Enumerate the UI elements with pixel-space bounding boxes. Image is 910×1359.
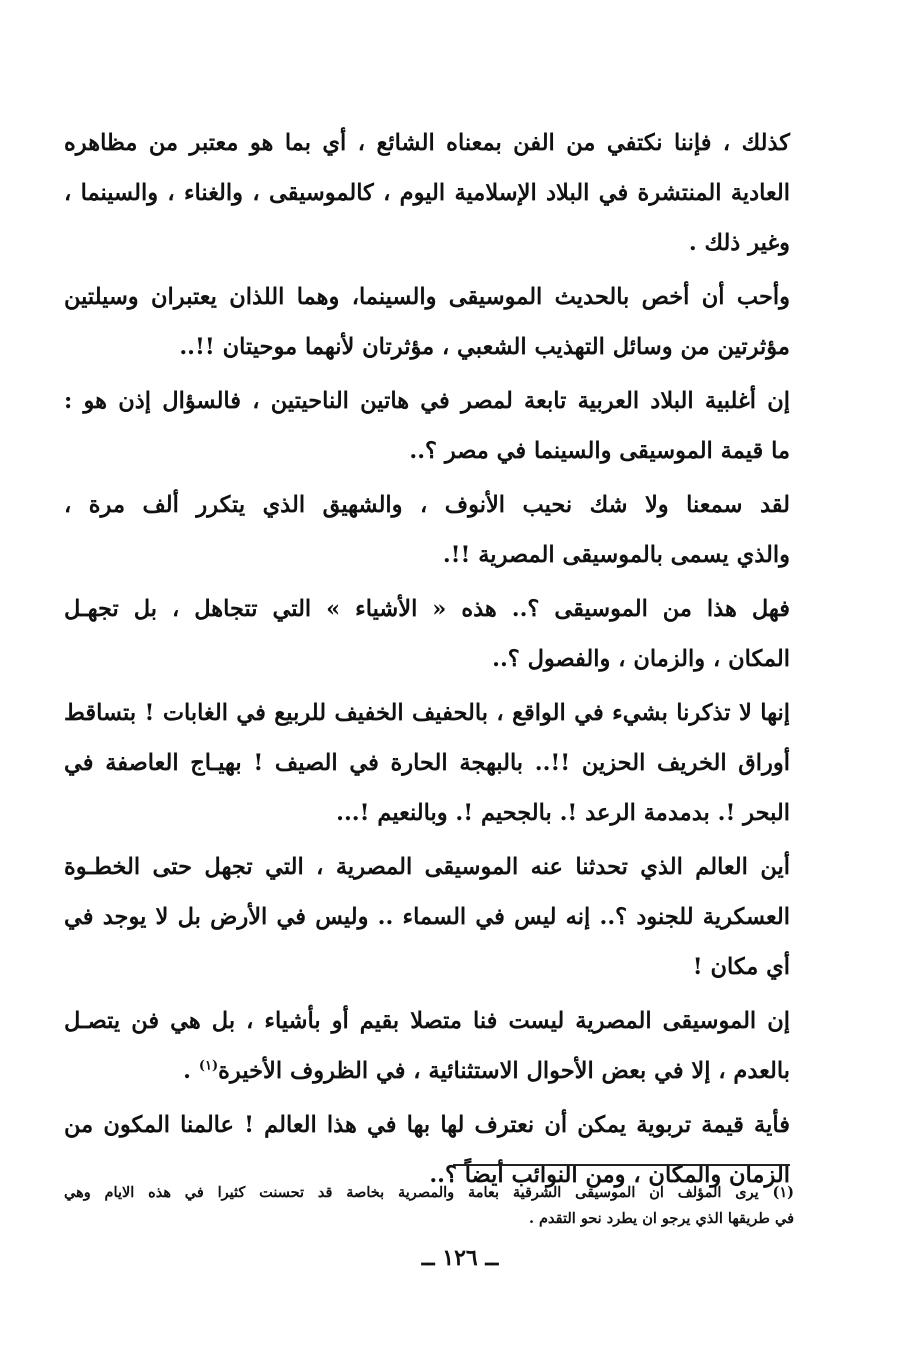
paragraph-line: وغير ذلك . <box>688 230 790 256</box>
paragraph-line: أوراق الخريف الحزين !!.. بالبهجة الحارة في الصيف ! بهيـاج العاصفة في <box>64 750 790 776</box>
paragraph-line: ما قيمة الموسيقى والسينما في مصر ؟.. <box>409 438 790 464</box>
paragraph-line: بالعدم ، إلا في بعض الأحوال الاستثنائية ، في الظروف الأخيرة <box>218 1058 790 1084</box>
page-body <box>64 118 794 1204</box>
paragraph-line: البحر !. بدمدمة الرعد !. بالجحيم !. وبالنعيم !... <box>336 800 790 826</box>
paragraph-line: العسكرية للجنود ؟.. إنه ليس في السماء .. وليس في الأرض بل لا يوجد في <box>64 904 790 930</box>
paragraph-line: إنها لا تذكرنا بشيء في الواقع ، بالحفيف الخفيف للربيع في الغابات ! بتساقط <box>64 700 790 726</box>
footnote-reference[interactable]: (١) <box>198 1058 219 1074</box>
paragraph-line: الزمان والمكان ، ومن النوائب أيضاً ؟.. <box>429 1162 790 1188</box>
paragraph-line: أين العالم الذي تحدثنا عنه الموسيقى المصرية ، التي تجهل حتى الخطـوة <box>64 854 790 880</box>
paragraph-line: وأحب أن أخص بالحديث الموسيقى والسينما، وهما اللذان يعتبران وسيلتين <box>64 284 790 310</box>
page-number: ــ ١٢٦ ــ <box>421 1245 499 1271</box>
paragraph <box>64 376 794 476</box>
paragraph <box>64 272 794 372</box>
paragraph-line: لقد سمعنا ولا شك نحيب الأنوف ، والشهيق الذي يتكرر ألف مرة ، <box>64 492 790 518</box>
footnote-divider <box>453 1164 790 1166</box>
paragraph-tail: . <box>183 1058 199 1084</box>
paragraph <box>64 688 794 838</box>
footnote <box>64 1180 794 1232</box>
paragraph-line: كذلك ، فإننا نكتفي من الفن بمعناه الشائع ، أي بما هو معتبر من مظاهره <box>64 130 790 156</box>
paragraph <box>64 480 794 580</box>
paragraph <box>64 118 794 268</box>
paragraph-line: العادية المنتشرة في البلاد الإسلامية اليوم ، كالموسيقى ، والغناء ، والسينما ، <box>64 180 790 206</box>
footnote-line: في طريقها الذي يرجو ان يطرد نحو التقدم . <box>528 1210 794 1227</box>
paragraph-line: المكان ، والزمان ، والفصول ؟.. <box>492 646 790 672</box>
paragraph <box>64 842 794 992</box>
paragraph-line: فهل هذا من الموسيقى ؟.. هذه « الأشياء » التي تتجاهل ، بل تجهـل <box>64 596 790 622</box>
paragraph <box>64 996 794 1096</box>
paragraph-line: والذي يسمى بالموسيقى المصرية !!. <box>442 542 790 568</box>
paragraph-line: مؤثرتين من وسائل التهذيب الشعبي ، مؤثرتان لأنهما موحيتان !!.. <box>179 334 790 360</box>
paragraph-line: إن الموسيقى المصرية ليست فنا متصلا بقيم أو بأشياء ، بل هي فن يتصـل <box>64 1008 790 1034</box>
footnote-line: (١) يرى المؤلف ان الموسيقى الشرقية بعامة والمصرية بخاصة قد تحسنت كثيرا في هذه الايام وهي <box>64 1184 794 1201</box>
paragraph-line: أي مكان ! <box>692 954 790 980</box>
paragraph-line: إن أغلبية البلاد العربية تابعة لمصر في هاتين الناحيتين ، فالسؤال إذن هو : <box>64 388 790 414</box>
paragraph <box>64 584 794 684</box>
paragraph-line: فأية قيمة تربوية يمكن أن نعترف لها بها في هذا العالم ! عالمنا المكون من <box>64 1112 790 1138</box>
